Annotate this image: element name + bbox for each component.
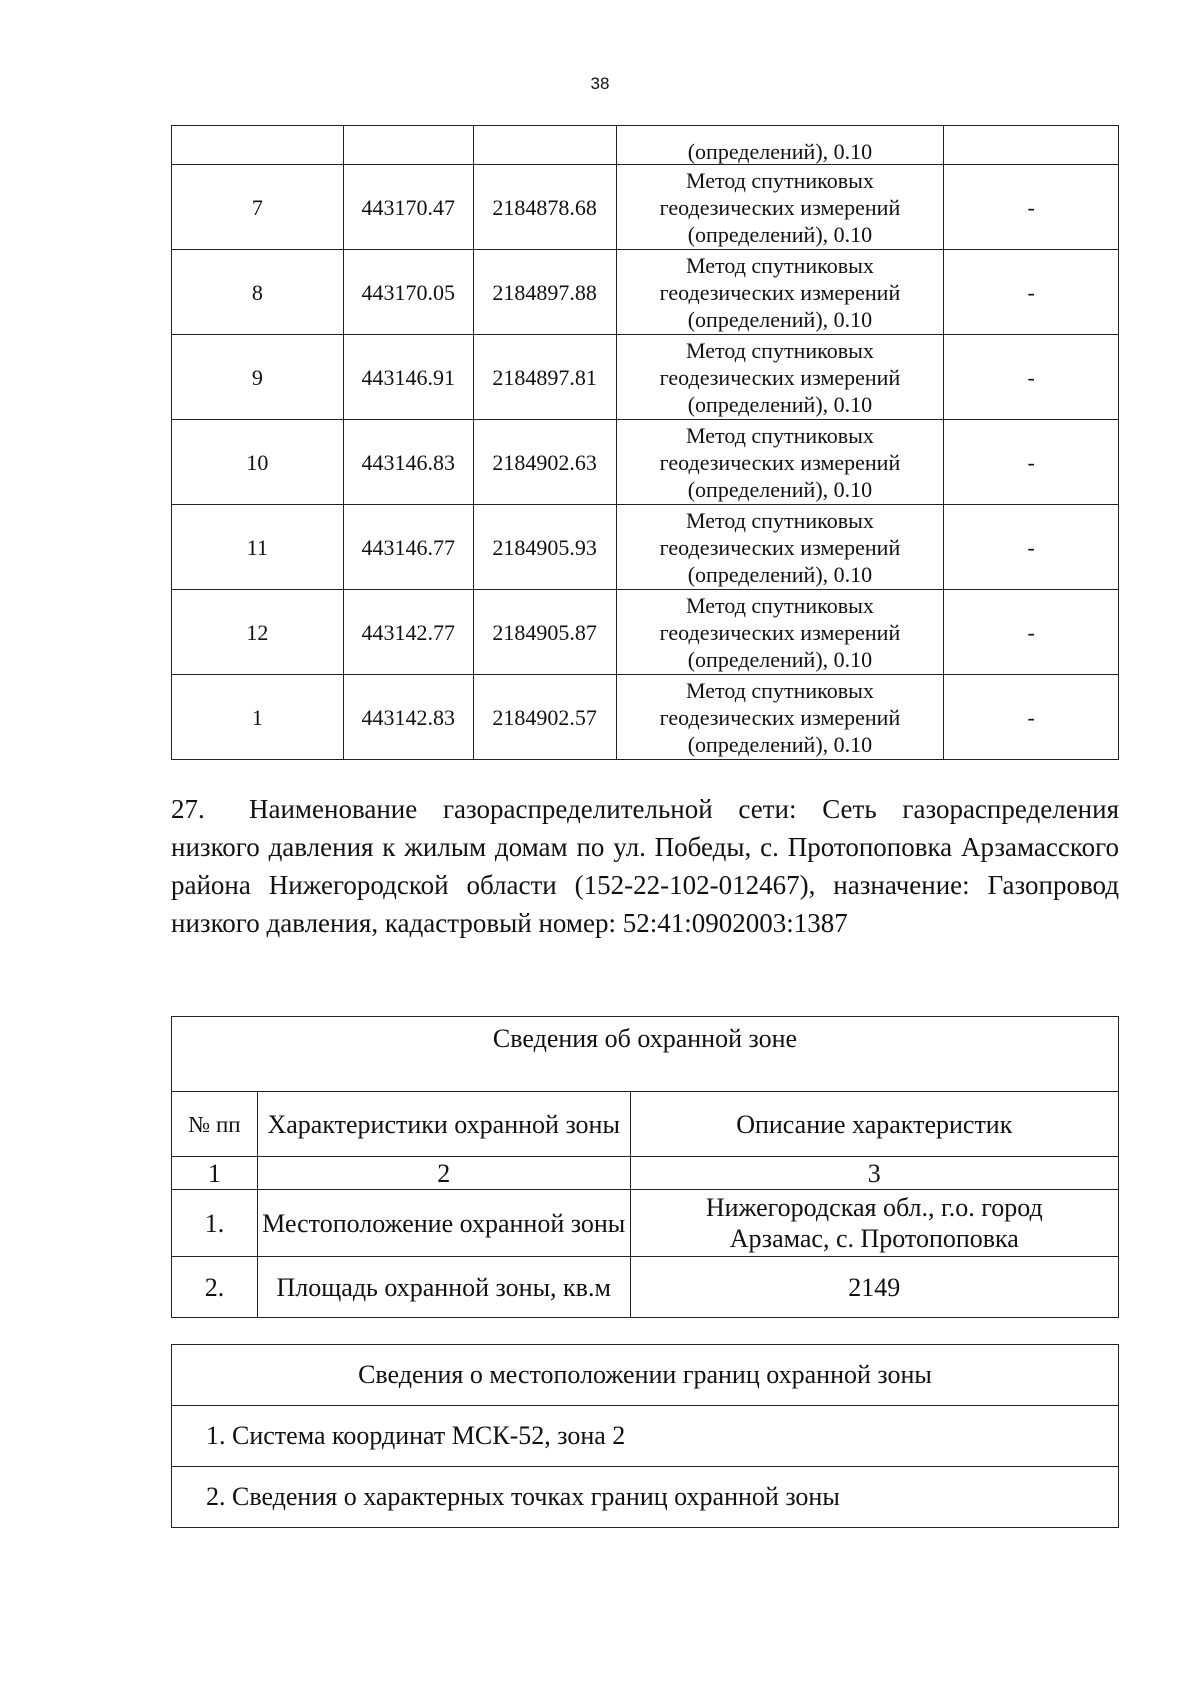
description-cell: - [944, 250, 1119, 335]
page-number: 38 [590, 74, 610, 93]
index-cell: 3 [630, 1157, 1118, 1190]
row-number: 1. [172, 1190, 258, 1257]
row-characteristic: Площадь охранной зоны, кв.м [257, 1257, 630, 1318]
y-coordinate-cell: 2184878.68 [473, 165, 616, 250]
point-number-cell: 11 [172, 505, 344, 590]
point-number-cell: 9 [172, 335, 344, 420]
y-coordinate-cell: 2184897.88 [473, 250, 616, 335]
point-number-cell: 10 [172, 420, 344, 505]
row-description [630, 1190, 1118, 1257]
zone-info-table [171, 1016, 1119, 1318]
method-line: (определений), 0.10 [687, 391, 873, 417]
method-line: (определений), 0.10 [687, 646, 873, 672]
index-cell: 1 [172, 1157, 258, 1190]
point-number-cell: 7 [172, 165, 344, 250]
method-line: геодезических измерений [659, 449, 901, 475]
method-cell [616, 420, 944, 505]
header-characteristic: Характеристики охранной зоны [257, 1092, 630, 1157]
method-line: (определений), 0.10 [687, 561, 873, 587]
coordinates-table [171, 125, 1119, 760]
table-row [172, 335, 1119, 420]
method-line: геодезических измерений [659, 534, 901, 560]
method-cell [616, 165, 944, 250]
method-line: Метод спутниковых [686, 677, 874, 703]
description-cell: - [944, 675, 1119, 760]
method-cell [616, 675, 944, 760]
index-cell: 2 [257, 1157, 630, 1190]
method-line: геодезических измерений [659, 619, 901, 645]
method-line: Метод спутниковых [686, 422, 874, 448]
description-cell: - [944, 165, 1119, 250]
x-coordinate-cell: 443142.77 [343, 590, 473, 675]
y-coordinate-cell: 2184897.81 [473, 335, 616, 420]
section-text: Наименование газораспределительной сети: Сеть газораспределения низкого давления к жилым домам по ул. Победы, с. Протопоповка Арзамасского района Нижегородской области (152-22-102-012467), назначение: Газопровод низкого давления, кадастровый номер: 52:41:0902003:1387 [171, 794, 1119, 938]
x-coordinate-cell: 443142.83 [343, 675, 473, 760]
description-cell: - [944, 590, 1119, 675]
description-cell: - [944, 335, 1119, 420]
y-coordinate-cell: 2184905.87 [473, 590, 616, 675]
y-coordinate-cell: 2184905.93 [473, 505, 616, 590]
table-row [172, 250, 1119, 335]
method-line: Метод спутниковых [686, 507, 874, 533]
point-number-cell: 1 [172, 675, 344, 760]
table-row [172, 675, 1119, 760]
method-line: геодезических измерений [659, 194, 901, 220]
x-coordinate-cell: 443170.47 [343, 165, 473, 250]
method-cell [616, 335, 944, 420]
boundaries-table-title: Сведения о местоположении границ охранной зоны [172, 1345, 1119, 1406]
method-cell [616, 505, 944, 590]
point-number-cell: 12 [172, 590, 344, 675]
y-coordinate-cell: 2184902.57 [473, 675, 616, 760]
method-cell [616, 250, 944, 335]
x-coordinate-cell: 443146.83 [343, 420, 473, 505]
header-number: № пп [172, 1092, 258, 1157]
row-description: 2149 [630, 1257, 1118, 1318]
row-number: 2. [172, 1257, 258, 1318]
table-row [172, 590, 1119, 675]
zone-table-title: Сведения об охранной зоне [172, 1017, 1119, 1092]
zone-table-header [172, 1092, 1119, 1157]
method-line: (определений), 0.10 [687, 306, 873, 332]
zone-table-index-row [172, 1157, 1119, 1190]
method-line: Метод спутниковых [686, 592, 874, 618]
section-number: 27. [171, 794, 205, 824]
y-coordinate-cell [473, 126, 616, 165]
y-coordinate-cell: 2184902.63 [473, 420, 616, 505]
table-row [172, 165, 1119, 250]
row-characteristic: Местоположение охранной зоны [257, 1190, 630, 1257]
method-line: Метод спутниковых [686, 252, 874, 278]
table-row [172, 1190, 1119, 1257]
header-description: Описание характеристик [630, 1092, 1118, 1157]
method-line: (определений), 0.10 [687, 221, 873, 247]
characteristic-points-item: 2. Сведения о характерных точках границ охранной зоны [172, 1467, 1119, 1528]
x-coordinate-cell: 443170.05 [343, 250, 473, 335]
description-line: Арзамас, с. Протопоповка [729, 1224, 1019, 1253]
table-row-continued [172, 126, 1119, 165]
description-cell [944, 126, 1119, 165]
description-line: Нижегородская обл., г.о. город [705, 1193, 1043, 1222]
method-line: (определений), 0.10 [687, 476, 873, 502]
table-row [172, 505, 1119, 590]
description-cell: - [944, 420, 1119, 505]
method-line: Метод спутниковых [686, 337, 874, 363]
method-line: геодезических измерений [659, 704, 901, 730]
method-cell [616, 590, 944, 675]
table-row [172, 420, 1119, 505]
point-number-cell: 8 [172, 250, 344, 335]
x-coordinate-cell: 443146.91 [343, 335, 473, 420]
coordinate-system-item: 1. Система координат МСК-52, зона 2 [172, 1406, 1119, 1467]
method-line: геодезических измерений [659, 364, 901, 390]
description-cell: - [944, 505, 1119, 590]
method-line: геодезических измерений [659, 279, 901, 305]
section-paragraph [171, 790, 1119, 942]
method-cell: (определений), 0.10 [616, 126, 944, 165]
coordinates-table-body [172, 126, 1119, 760]
x-coordinate-cell [343, 126, 473, 165]
method-line: Метод спутниковых [686, 167, 874, 193]
point-number-cell [172, 126, 344, 165]
method-line: (определений), 0.10 [687, 731, 873, 757]
table-row [172, 1257, 1119, 1318]
boundaries-table [171, 1344, 1119, 1528]
x-coordinate-cell: 443146.77 [343, 505, 473, 590]
